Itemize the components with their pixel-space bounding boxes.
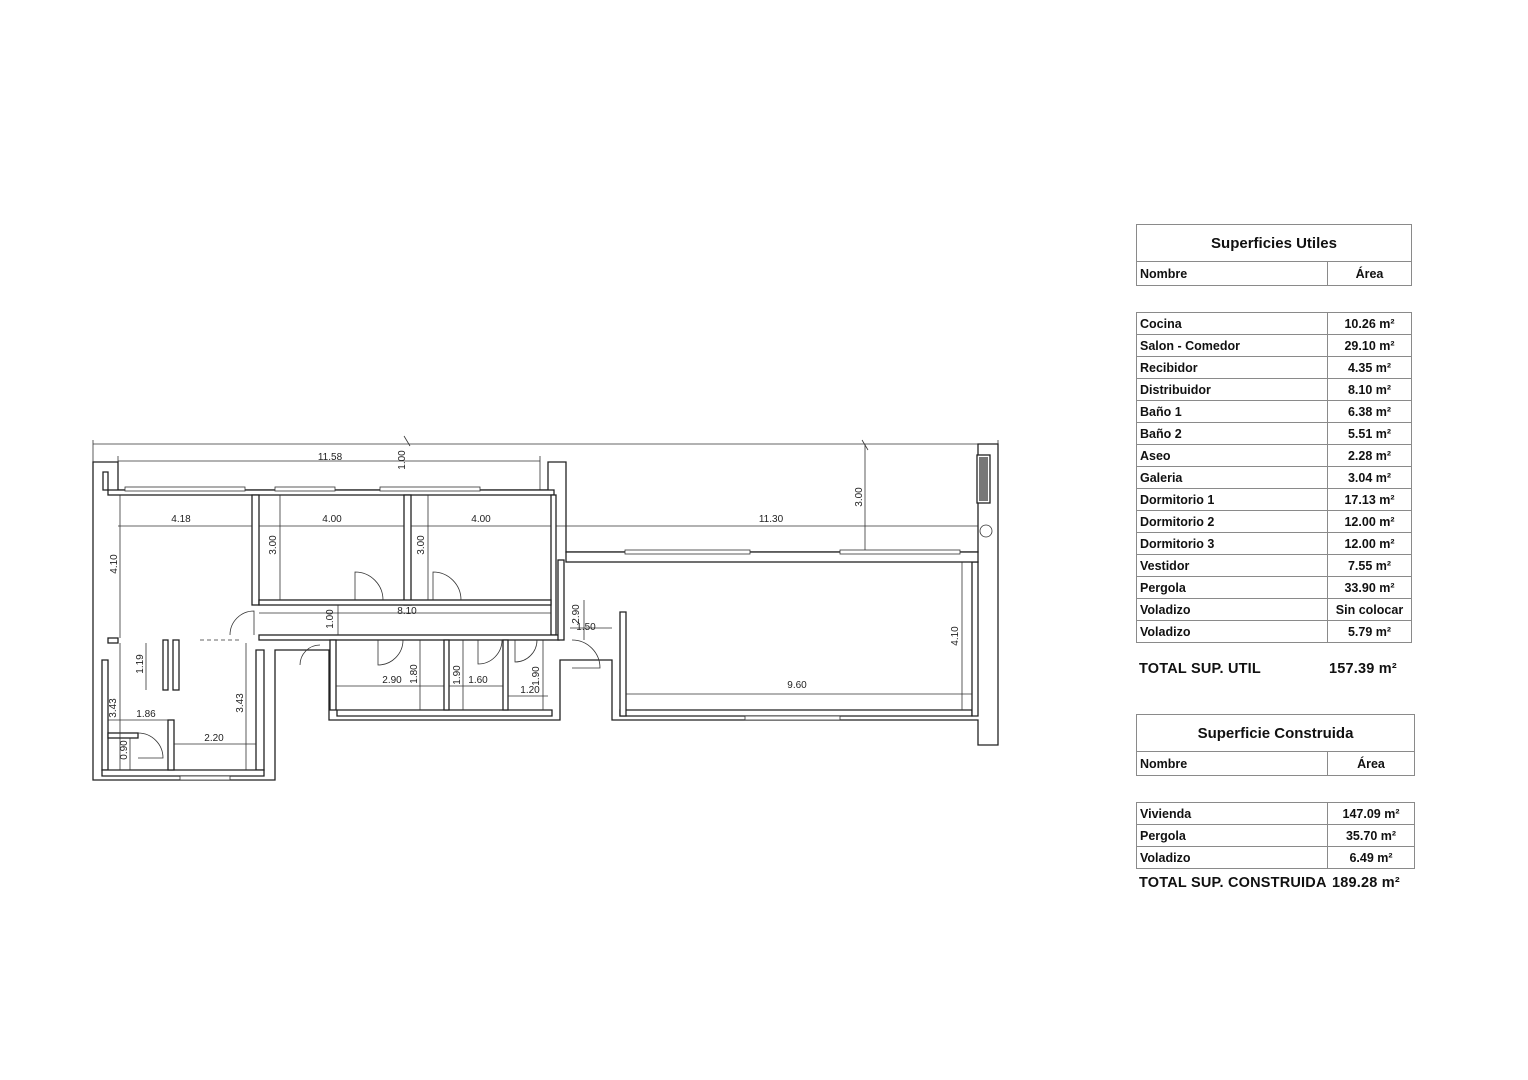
dim-label: 1.50 [576,622,596,633]
dim-label: 11.30 [758,514,784,525]
room-area: Sin colocar [1328,599,1412,621]
dim-label: 9.60 [787,680,807,691]
table-row [1137,423,1412,445]
dim-label: 4.00 [471,514,491,525]
table-row [1137,467,1412,489]
dim-label: 1.00 [397,450,408,470]
dim-label: 1.90 [531,666,542,686]
table-row [1137,335,1412,357]
dim-label: 8.10 [397,606,417,617]
room-area: 8.10 m² [1328,379,1412,401]
room-name: Galeria [1137,467,1328,489]
room-name: Voladizo [1137,847,1328,869]
column-header-name: Nombre [1137,262,1328,286]
room-name: Dormitorio 1 [1137,489,1328,511]
table-row [1137,401,1412,423]
dim-label: 1.19 [135,654,146,674]
table-row [1137,803,1415,825]
room-area: 12.00 m² [1328,533,1412,555]
dim-label: 3.00 [854,487,865,507]
table-row [1137,555,1412,577]
room-area: 29.10 m² [1328,335,1412,357]
dim-label: 4.18 [171,514,191,525]
dim-label: 3.00 [416,535,427,555]
table-row [1137,357,1412,379]
room-area: 6.38 m² [1328,401,1412,423]
room-name: Voladizo [1137,599,1328,621]
room-area: 10.26 m² [1328,313,1412,335]
dim-label: 2.90 [382,675,402,686]
dim-label: 2.90 [571,604,582,624]
room-name: Baño 2 [1137,423,1328,445]
column-header-name: Nombre [1137,752,1328,776]
room-name: Pergola [1137,825,1328,847]
dim-label: 4.10 [109,554,120,574]
dim-label: 1.90 [452,665,463,685]
superficies-utiles-table [1136,312,1412,643]
dim-label: 4.00 [322,514,342,525]
room-area: 147.09 m² [1328,803,1415,825]
table-title: Superficies Utiles [1137,225,1412,262]
dim-label: 11.58 [317,452,343,463]
dim-label: 3.43 [235,693,246,713]
superficies-utiles-header-table [1136,224,1412,286]
room-name: Cocina [1137,313,1328,335]
table-row [1137,621,1412,643]
table-row [1137,847,1415,869]
room-area: 35.70 m² [1328,825,1415,847]
dim-label: 4.10 [950,626,961,646]
dim-label: 3.00 [268,535,279,555]
table-row [1137,511,1412,533]
room-name: Distribuidor [1137,379,1328,401]
dim-label: 1.80 [409,664,420,684]
dim-label: 0.90 [119,740,130,760]
room-name: Baño 1 [1137,401,1328,423]
room-area: 5.51 m² [1328,423,1412,445]
table-row [1137,313,1412,335]
table-title: Superficie Construida [1137,715,1415,752]
dim-label: 1.00 [325,609,336,629]
room-area: 2.28 m² [1328,445,1412,467]
dim-label: 2.20 [204,733,224,744]
room-name: Dormitorio 3 [1137,533,1328,555]
total-util-value: 157.39 m² [1329,661,1397,677]
room-area: 4.35 m² [1328,357,1412,379]
table-row [1137,533,1412,555]
dim-label: 3.43 [108,698,119,718]
total-util-label: TOTAL SUP. UTIL [1139,661,1261,677]
superficie-construida-table [1136,802,1415,869]
table-row [1137,445,1412,467]
room-name: Dormitorio 2 [1137,511,1328,533]
table-row [1137,825,1415,847]
total-construida-value: 189.28 m² [1332,875,1400,891]
table-row [1137,599,1412,621]
room-name: Vestidor [1137,555,1328,577]
room-name: Aseo [1137,445,1328,467]
table-row [1137,577,1412,599]
room-area: 33.90 m² [1328,577,1412,599]
superficie-construida-header-table [1136,714,1415,776]
total-construida-label: TOTAL SUP. CONSTRUIDA [1139,875,1327,891]
room-area: 5.79 m² [1328,621,1412,643]
dim-label: 1.60 [468,675,488,686]
column-header-area: Área [1328,262,1412,286]
room-area: 3.04 m² [1328,467,1412,489]
dim-label: 1.86 [136,709,156,720]
column-header-area: Área [1328,752,1415,776]
table-row [1137,489,1412,511]
room-name: Vivienda [1137,803,1328,825]
room-name: Recibidor [1137,357,1328,379]
table-row [1137,379,1412,401]
room-name: Salon - Comedor [1137,335,1328,357]
dim-label: 1.20 [520,685,540,696]
room-area: 7.55 m² [1328,555,1412,577]
room-area: 17.13 m² [1328,489,1412,511]
room-area: 6.49 m² [1328,847,1415,869]
room-name: Pergola [1137,577,1328,599]
room-area: 12.00 m² [1328,511,1412,533]
room-name: Voladizo [1137,621,1328,643]
